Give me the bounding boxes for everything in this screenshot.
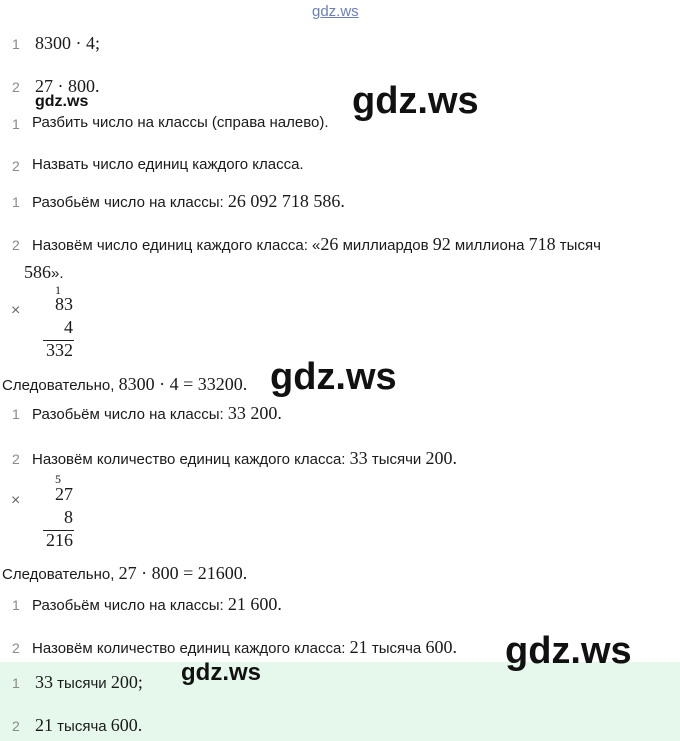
item-number: 2 [12, 79, 20, 95]
watermark-top: gdz.ws [312, 3, 359, 20]
math-expression: 8300 · 4; [35, 33, 100, 53]
carry-digit: 5 [55, 472, 61, 486]
multiplicand: 83 [55, 294, 73, 314]
item-number: 2 [12, 640, 20, 656]
answer-text: 21 тысяча 600. [35, 715, 143, 735]
step-text-continuation: 586». [24, 262, 64, 282]
item-number: 1 [12, 194, 20, 210]
conclusion: Следовательно, 8300 · 4 = 33200. [2, 374, 248, 394]
step-text: Разобьём число на классы: 21 600. [32, 594, 282, 614]
item-number: 1 [12, 406, 20, 422]
item-number: 1 [12, 597, 20, 613]
step-text: Назовём количество единиц каждого класса: 21 тысяча 600. [32, 637, 457, 657]
step-text: Разобьём число на классы: 33 200. [32, 403, 282, 423]
item-number: 1 [12, 116, 20, 132]
multiply-sign: × [11, 302, 21, 319]
product: 332 [46, 340, 73, 360]
step-text: Разбить число на классы (справа налево). [32, 114, 329, 131]
multiply-sign: × [11, 492, 21, 509]
item-number: 2 [12, 718, 20, 734]
answer-text: 33 тысячи 200; [35, 672, 143, 692]
item-number: 2 [12, 451, 20, 467]
multiplier: 8 [64, 507, 73, 527]
watermark-small: gdz.ws [181, 659, 262, 686]
item-number: 2 [12, 237, 20, 253]
multiplier: 4 [64, 317, 73, 337]
product: 216 [46, 530, 73, 550]
step-text: Разобьём число на классы: 26 092 718 586. [32, 191, 345, 211]
item-number: 1 [12, 36, 20, 52]
step-text: Назвать число единиц каждого класса. [32, 156, 304, 173]
watermark-big: gdz.ws [270, 356, 397, 398]
step-text: Назовём число единиц каждого класса: «26 миллиардов 92 миллиона 718 тысяч [32, 234, 601, 254]
item-number: 2 [12, 158, 20, 174]
watermark-small: gdz.ws [35, 93, 89, 110]
watermark-big: gdz.ws [505, 630, 632, 672]
math-expression: 27 · 800. [35, 76, 100, 96]
item-number: 1 [12, 675, 20, 691]
conclusion: Следовательно, 27 · 800 = 21600. [2, 563, 248, 583]
multiplicand: 27 [55, 484, 73, 504]
step-text: Назовём количество единиц каждого класса: 33 тысячи 200. [32, 448, 457, 468]
watermark-big: gdz.ws [352, 80, 479, 122]
carry-digit: 1 [55, 283, 61, 297]
